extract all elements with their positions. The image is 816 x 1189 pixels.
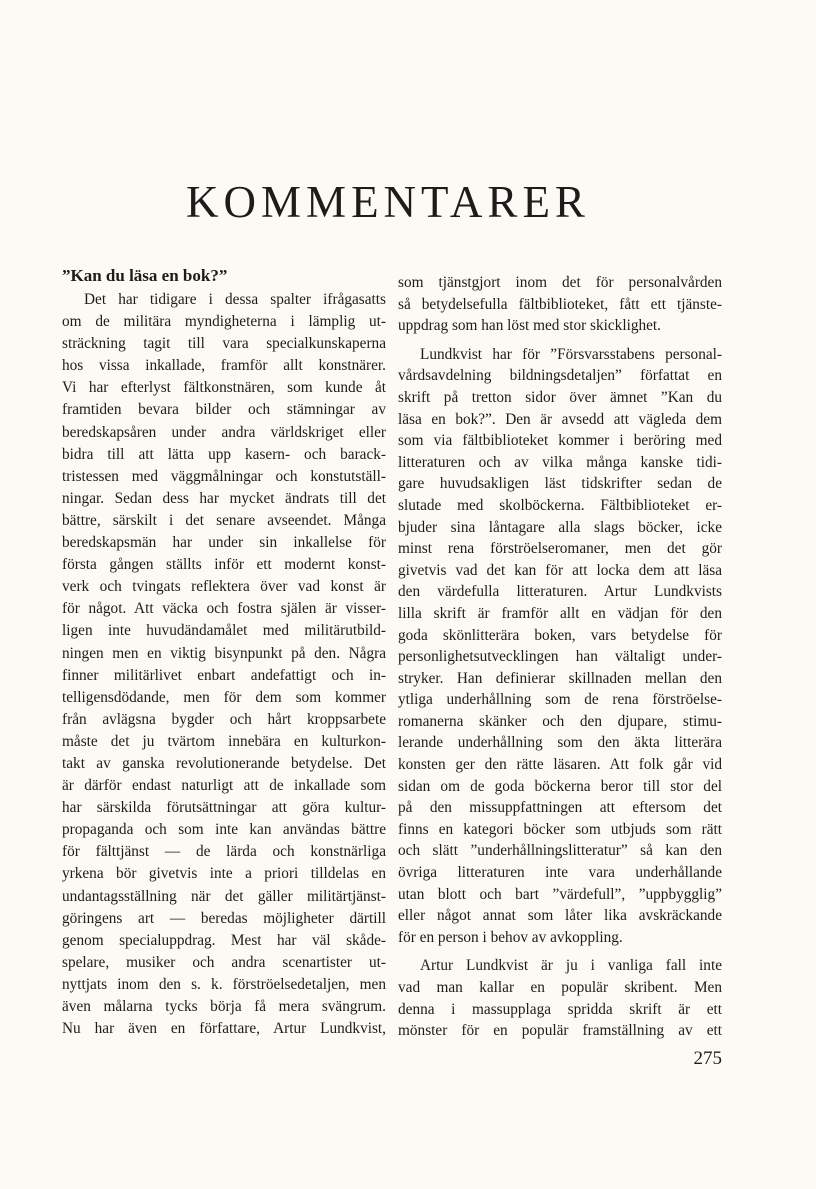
text-line: vad man kallar en populär skribent. Men bbox=[398, 979, 722, 996]
paragraph bbox=[398, 272, 722, 337]
text-line: denna i massupplaga spridda skrift är ett bbox=[398, 1000, 722, 1018]
text-line: mönster för en populär framställning av ett bbox=[398, 1022, 722, 1040]
text-line: som via fältbiblioteket kommer i beröring med bbox=[398, 432, 722, 450]
text-line: telligensdödande, men för dem som kommer bbox=[62, 688, 386, 706]
left-column bbox=[62, 264, 386, 1047]
text-line: bättre, särskilt i det senare avseendet. Många bbox=[62, 511, 386, 529]
text-line: Artur Lundkvist är ju i vanliga fall inte bbox=[420, 957, 722, 975]
text-line: beredskapsåren under andra världskriget eller bbox=[62, 423, 386, 441]
text-line: verk och tvingats reflektera över vad konst är bbox=[62, 578, 386, 596]
text-line: lilla skrift är framför allt en vädjan för den bbox=[398, 604, 722, 622]
text-line: propaganda och som inte kan användas bättre bbox=[62, 821, 386, 839]
text-line: vårdsavdelning bildningsdetaljen” författat en bbox=[398, 367, 722, 385]
page-title: KOMMENTARER bbox=[186, 177, 590, 227]
text-line: beredskapsmän har under sin inkallelse för bbox=[62, 534, 386, 552]
text-line: finner militärlivet enbart andefattigt och in- bbox=[62, 666, 386, 684]
text-line: för en person i behov av avkoppling. bbox=[398, 928, 623, 946]
text-line: läsa en bok?”. Den är avsedd att vägleda dem bbox=[398, 410, 722, 428]
text-line: takt av ganska revolutionerande betydelse. Det bbox=[62, 754, 386, 772]
text-line: för fälttjänst — de lärda och konstnärliga bbox=[62, 843, 386, 861]
text-line: den värdefulla litteraturen. Artur Lundkvists bbox=[398, 583, 722, 601]
text-line: Lundkvist har för ”Försvarsstabens personal- bbox=[420, 345, 722, 363]
text-line: tristessen med väggmålningar och konstutställ- bbox=[62, 467, 386, 485]
text-line: slutade med skolböckerna. Fältbiblioteket er- bbox=[398, 496, 722, 514]
text-line: gare huvudsakligen läst tidskrifter sedan de bbox=[398, 475, 722, 493]
text-line: utan blott och bart ”värdefull”, ”uppbygglig” bbox=[398, 885, 722, 903]
text-line: givetvis vad det kan för att locka dem att läsa bbox=[398, 561, 722, 579]
text-line: första gången ställts inför ett modernt konst- bbox=[62, 556, 386, 574]
text-line: för något. Att väcka och fostra själen är visser- bbox=[62, 600, 386, 618]
text-line: goda skönlitterära boken, vars betydelse för bbox=[398, 626, 722, 644]
text-line: yrkena bör givetvis inte a priori tilldelas en bbox=[62, 865, 386, 883]
paragraph bbox=[62, 289, 386, 1040]
paragraph bbox=[398, 344, 722, 949]
text-line: bidra till att lätta upp kasern- och barack- bbox=[62, 445, 386, 463]
text-line: sträckning tagit till vara specialkunskaperna bbox=[62, 335, 386, 353]
text-line: romanerna skänker och den djupare, stimu- bbox=[398, 712, 722, 730]
text-line: sidan om de goda böckerna beror till stor del bbox=[398, 777, 722, 795]
text-line: konsten ger den rätte läsaren. Att folk går vid bbox=[398, 756, 722, 774]
text-line: Vi har efterlyst fältkonstnären, som kunde åt bbox=[62, 379, 386, 397]
text-line: så betydelsefulla fältbiblioteket, fått ett tjänste- bbox=[398, 295, 722, 313]
text-line: Det har tidigare i dessa spalter ifrågasatts bbox=[84, 291, 386, 308]
right-column bbox=[398, 272, 722, 1049]
text-line: övriga litteraturen inte vara underhållande bbox=[398, 864, 722, 882]
text-line: skrift på tretton sidor över ämnet ”Kan du bbox=[398, 388, 722, 406]
text-line: nyttjats inom den s. k. förströelsedetaljen, men bbox=[62, 975, 386, 993]
text-line: på den missuppfattningen att eftersom det bbox=[398, 799, 722, 817]
text-line: måste det ju tvärtom innebära en kulturkon- bbox=[62, 732, 386, 750]
text-line: stryker. Han definierar skillnaden mellan den bbox=[398, 669, 722, 687]
text-line: Nu har även en författare, Artur Lundkvist, bbox=[62, 1020, 386, 1038]
text-line: och slätt ”underhållningslitteratur” så kan den bbox=[398, 842, 722, 860]
text-line: minst rena förströelseromaner, men det gör bbox=[398, 540, 722, 558]
text-line: undantagsställning när det gäller militärtjänst- bbox=[62, 887, 386, 905]
text-line: framtiden bevara bilder och stämningar av bbox=[62, 401, 386, 419]
text-line: göringens art — beredas möjligheter därtill bbox=[62, 909, 386, 927]
text-line: ligen inte huvudändamålet med militärutbild- bbox=[62, 622, 386, 640]
text-line: finns en kategori böcker som utbjuds som rätt bbox=[398, 820, 722, 838]
article-heading: ”Kan du läsa en bok?” bbox=[62, 266, 228, 285]
text-line: som tjänstgjort inom det för personalvården bbox=[398, 274, 722, 291]
paragraph bbox=[398, 955, 722, 1041]
text-line: spelare, musiker och andra scenartister ut- bbox=[62, 953, 386, 971]
page-number: 275 bbox=[693, 1048, 722, 1069]
text-line: från avlägsna bygder och hårt kroppsarbete bbox=[62, 710, 386, 728]
text-line: ningar. Sedan dess har mycket ändrats till det bbox=[62, 489, 386, 507]
text-line: har särskilda förutsättningar att göra kultur- bbox=[62, 799, 386, 817]
text-line: uppdrag som han löst med stor skicklighet. bbox=[398, 317, 661, 335]
text-line: är därför endast naturligt att de inkallade som bbox=[62, 777, 386, 795]
text-line: även målarna tycks börja få mera svängrum. bbox=[62, 998, 386, 1015]
text-line: personlighetsutvecklingen han vältaligt under- bbox=[398, 648, 722, 666]
text-line: genom specialuppdrag. Mest har väl skåde- bbox=[62, 931, 386, 949]
text-line: bjuder sina låntagare alla slags böcker, icke bbox=[398, 518, 722, 536]
text-line: ytliga underhållning som de rena förströelse- bbox=[398, 691, 722, 709]
text-line: eller något annat som låter lika avskräckande bbox=[398, 907, 722, 925]
text-line: lerande underhållning som den äkta litterära bbox=[398, 734, 722, 752]
text-line: om de militära myndigheterna i lämplig ut- bbox=[62, 313, 386, 331]
text-line: hos vissa inkallade, framför allt konstnärer. bbox=[62, 357, 386, 375]
text-line: ningen men en viktig bisynpunkt på den. Några bbox=[62, 644, 386, 662]
text-line: litteraturen och av vilka många kanske tidi- bbox=[398, 453, 722, 471]
